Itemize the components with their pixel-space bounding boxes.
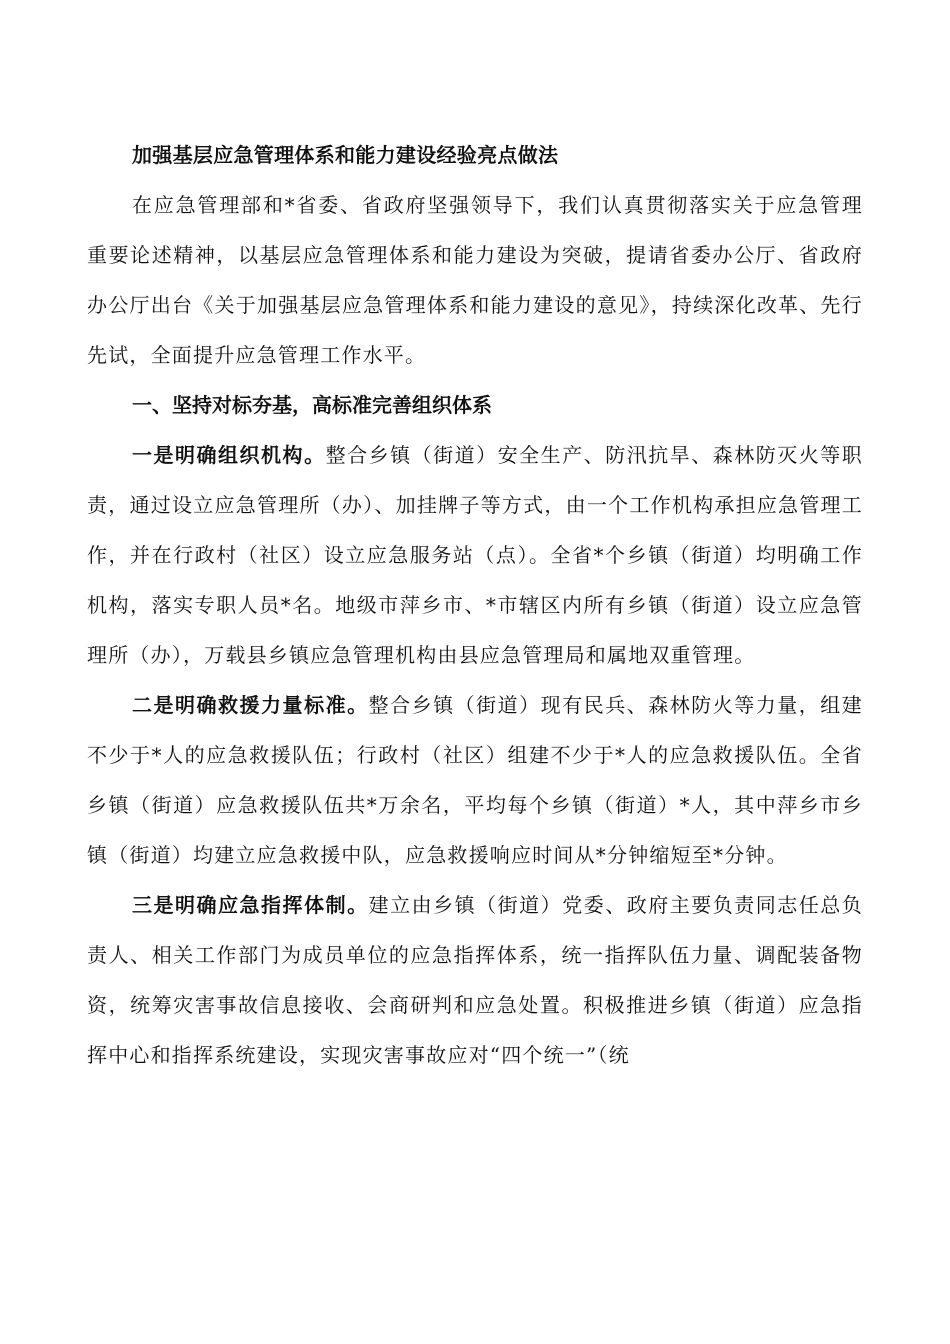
item-paragraph-2 [87,680,863,880]
item-text-1: 整合乡镇（街道）安全生产、防汛抗旱、森林防灭火等职责，通过设立应急管理所（办）、加挂牌子等方式，由一个工作机构承担应急管理工作，并在行政村（社区）设立应急服务站（点）。全省*个乡镇（街道）均明确工作机构，落实专职人员*名。地级市萍乡市、*市辖区内所有乡镇（街道）设立应急管理所（办），万载县乡镇应急管理机构由县应急管理局和属地双重管理。 [87,443,864,667]
item-paragraph-1 [87,430,863,680]
item-text-3: 建立由乡镇（街道）党委、政府主要负责同志任总负责人、相关工作部门为成员单位的应急指挥体系，统一指挥队伍力量、调配装备物资，统筹灾害事故信息接收、会商研判和应急处置。积极推进乡镇（街道）应急指挥中心和指挥系统建设，实现灾害事故应对“四个统一”（统 [87,893,864,1067]
item-text-2: 整合乡镇（街道）现有民兵、森林防火等力量，组建不少于*人的应急救援队伍；行政村（社区）组建不少于*人的应急救援队伍。全省乡镇（街道）应急救援队伍共*万余名，平均每个乡镇（街道）*人，其中萍乡市乡镇（街道）均建立应急救援中队，应急救援响应时间从*分钟缩短至*分钟。 [87,693,864,867]
item-paragraph-3 [87,880,863,1080]
item-lead-3: 三是明确应急指挥体制。 [132,893,369,917]
intro-paragraph: 在应急管理部和*省委、省政府坚强领导下，我们认真贯彻落实关于应急管理重要论述精神，以基层应急管理体系和能力建设为突破，提请省委办公厅、省政府办公厅出台《关于加强基层应急管理体系和能力建设的意见》，持续深化改革、先行先试，全面提升应急管理工作水平。 [87,193,863,367]
item-lead-2: 二是明确救援力量标准。 [132,693,369,717]
document-page [87,130,863,1080]
item-lead-1: 一是明确组织机构。 [132,443,326,467]
document-title: 加强基层应急管理体系和能力建设经验亮点做法 [132,143,559,167]
section-heading-1: 一、坚持对标夯基，高标准完善组织体系 [132,393,492,417]
